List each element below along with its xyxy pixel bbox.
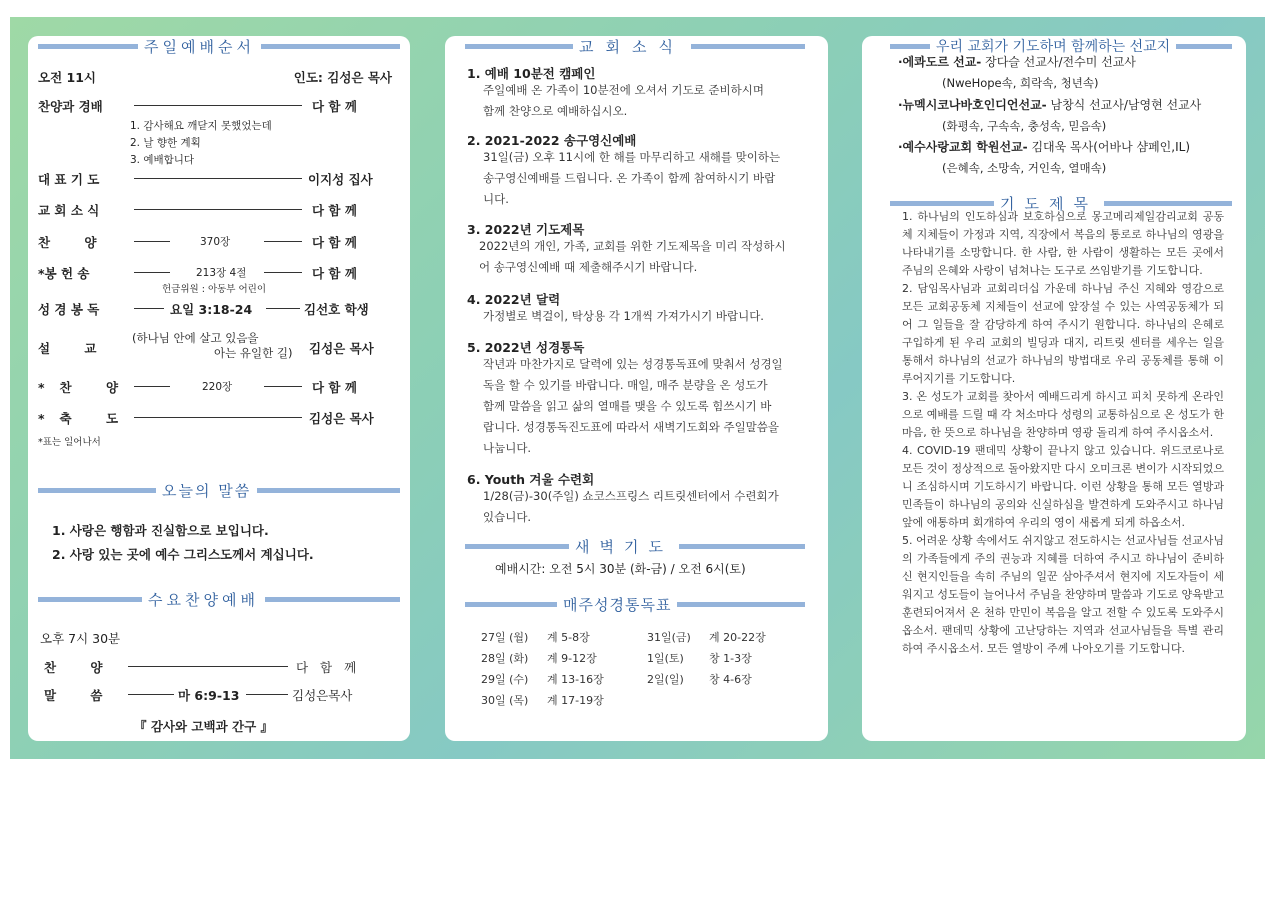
sermon-title-line1: (하나님 안에 살고 있음을: [132, 331, 259, 345]
order-item-who: 김성은 목사: [309, 341, 374, 356]
bible-reading-table: [481, 626, 766, 710]
prayer-topics-title: 기도제목: [1000, 195, 1098, 213]
mission-item: ·뉴멕시코나바호인디언선교- 남창식 선교사/남영현 선교사: [898, 98, 1202, 112]
order-item-name: *봉 헌 송: [38, 266, 90, 281]
prayer-item: 5. 어려운 상황 속에서도 쉬지않고 전도하시는 선교사님들 선교사님의 가족들에게 주의 권능과 지혜를 더하여 주시고 하나님이 준비하신 현지인들을 속히 주님의 일꾼 삼아주셔서 현지에 지도자들이 세워지고 성도들이 늘어나서 주님을 찬양하며 말씀과 기도로 양육받고 훈련되어져서 온 천하 만민이 복음을 알고 전할 수 있도록 도와주시옵소서. 팬데믹 상황에 고난당하는 지역과 선교사님들을 특별 관리하여 주시옵소서. 모든 열방이 주께 나아오기를 기도합니다.: [902, 534, 1225, 655]
offering-note: 헌금위원 : 아동부 어린이: [162, 284, 267, 295]
service-time: 오전 11시: [38, 70, 96, 85]
song-item: 2. 날 향한 계획: [130, 137, 201, 149]
service-leader: 인도: 김성은 목사: [293, 70, 392, 85]
order-item-name: *찬 양: [38, 380, 134, 395]
order-item-who: 다 함 께: [312, 266, 357, 281]
wed-item-who: 김성은목사: [292, 688, 353, 703]
bible-reading-title: 매주성경통독표: [563, 596, 672, 614]
news-heading: 4. 2022년 달력: [467, 292, 561, 307]
wednesday-service-title: 수요찬양예배: [148, 591, 259, 609]
wednesday-time: 오후 7시 30분: [40, 631, 121, 646]
order-item-who: 김성은 목사: [309, 411, 374, 426]
closing-phrase: 『 감사와 고백과 간구 』: [134, 719, 274, 734]
todays-word-header: [38, 480, 400, 501]
prayer-item: 2. 담임목사님과 교회리더십 가운데 하나님 주신 지혜와 영감으로 모든 교회공동체 지체들이 선교에 앞장설 수 있는 사역공동체가 되어 그 일들을 잘 감당하게 하여 주시기 원합니다. 하나님의 은혜로 구입하게 된 우리 교회의 빌딩과 대지, 리트릿 센터를 세우는 일을 통해서 하나님의 선교가 하나님의 방법대로 우리 공동체를 통해 이루어지기를 기도합니다.: [902, 282, 1224, 385]
order-item-name: 성 경 봉 독: [38, 302, 100, 317]
table-row: 30일 (목) 계 17-19장: [481, 693, 604, 707]
bible-reading-header: [465, 594, 805, 615]
prayer-list: [902, 208, 1224, 658]
order-item-who: 이지성 집사: [308, 172, 373, 187]
news-heading: 2. 2021-2022 송구영신예배: [467, 133, 637, 148]
news-body: 주일예배 온 가족이 10분전에 오셔서 기도로 준비하시며 함께 찬양으로 예배하십시오.: [483, 83, 764, 118]
order-item-detail: 220장: [202, 381, 233, 393]
missions-title: 우리 교회가 기도하며 함께하는 선교지: [936, 39, 1171, 55]
news-heading: 5. 2022년 성경통독: [467, 340, 585, 355]
order-item-name: *축 도: [38, 411, 134, 426]
mission-prayer-panel: [862, 36, 1246, 741]
news-heading: 1. 예배 10분전 캠페인: [467, 66, 596, 81]
order-item-who: 다 함 께: [312, 99, 357, 114]
order-item-who: 김선호 학생: [304, 302, 369, 317]
mission-item: ·에콰도르 선교- 장다슬 선교사/전수미 선교사: [898, 55, 1136, 69]
dawn-prayer-title: 새벽기도: [575, 538, 673, 556]
church-news-panel: [445, 36, 828, 741]
order-item-name: 찬 양: [38, 235, 112, 250]
wed-item-who: 다 함 께: [296, 660, 361, 675]
order-item-who: 다 함 께: [312, 203, 357, 218]
prayer-item: 3. 온 성도가 교회를 찾아서 예배드리게 하시고 피치 못하게 온라인으로 예배를 드릴 때 각 처소마다 성령의 교통하심으로 온 성도가 한마음, 한 뜻으로 하나님을 찬양하며 영광 돌리게 하여 주시옵소서.: [902, 390, 1224, 439]
wed-scripture: 마 6:9-13: [178, 688, 240, 703]
news-heading: 3. 2022년 기도제목: [467, 222, 585, 237]
worship-order-panel: [28, 36, 410, 741]
order-item-name: 교 회 소 식: [38, 203, 100, 218]
order-item-detail: 213장 4절: [196, 267, 247, 279]
wednesday-service-header: [38, 589, 400, 610]
prayer-item: 1. 하나님의 인도하심과 보호하심으로 몽고메리제일감리교회 공동체 지체들이 가정과 지역, 직장에서 복음의 통로로 하나님의 영광을 나타내기를 소망합니다. 한 사람, 한 사람이 생활하는 모든 곳에서 주님의 은혜와 사랑이 넘쳐나는 도구로 쓰임받기를 기도합니다.: [902, 210, 1224, 277]
table-row: 28일 (화) 계 9-12장 1일(토) 창 1-3장: [481, 651, 752, 665]
footnote: *표는 일어나서: [38, 437, 101, 448]
mission-item: ·예수사랑교회 학원선교- 김대욱 목사(어바나 샴페인,IL): [898, 140, 1190, 154]
church-news-title: 교회소식: [579, 38, 685, 56]
worship-order-header: [38, 36, 400, 57]
table-row: 27일 (월) 계 5-8장 31일(금) 계 20-22장: [481, 630, 766, 644]
news-body: 1/28(금)-30(주일) 쇼코스프링스 리트릿센터에서 수련회가 있습니다.: [483, 489, 779, 524]
order-item-detail: 370장: [200, 236, 231, 248]
church-news-header: [465, 36, 805, 57]
news-body: 가정별로 벽걸이, 탁상용 각 1개씩 가져가시기 바랍니다.: [483, 309, 764, 323]
dawn-prayer-time: 예배시간: 오전 5시 30분 (화-금) / 오전 6시(토): [495, 562, 746, 576]
todays-word-title: 오늘의 말씀: [162, 482, 252, 500]
order-item-name: 찬양과 경배: [38, 99, 103, 114]
song-item: 3. 예배합니다: [130, 154, 195, 166]
news-body: 31일(금) 오후 11시에 한 해를 마무리하고 새해를 맞이하는 송구영신예배를 드립니다. 온 가족이 함께 참여하시기 바랍 니다.: [483, 150, 781, 206]
word-item: 1. 사랑은 행함과 진실함으로 보입니다.: [52, 523, 269, 538]
wed-item-name: 말 씀: [44, 688, 118, 703]
mission-groups: (화평속, 구속속, 충성속, 믿음속): [942, 119, 1107, 133]
order-item-who: 다 함 께: [312, 380, 357, 395]
order-item-name: 설 교: [38, 341, 112, 356]
news-body: 작년과 마찬가지로 달력에 있는 성경통독표에 맞춰서 성경일 독을 할 수 있기를 바랍니다. 매일, 매주 분량을 온 성도가 함께 말씀을 읽고 삶의 열매를 맺을 수 있도록 힘쓰시기 바 랍니다. 성경통독진도표에 따라서 새벽기도회와 주일말씀을 나눕니다.: [483, 357, 783, 455]
news-heading: 6. Youth 겨울 수련회: [467, 472, 595, 487]
mission-groups: (은혜속, 소망속, 거인속, 열매속): [942, 161, 1107, 175]
order-item-name: 대 표 기 도: [38, 172, 100, 187]
prayer-item: 4. COVID-19 팬데믹 상황이 끝나지 않고 있습니다. 위드코로나로 모든 것이 정상적으로 돌아왔지만 다시 오미크론 변이가 시작되었으니 조심하시며 기도하시기 바랍니다. 이런 상황을 통해 모든 열방과 민족들이 하나님의 공의와 신실하심을 발견하게 도와주시고 하나님 앞에 애통하며 회개하여 우리의 영이 새롭게 되게 하옵소서.: [902, 444, 1225, 529]
dawn-prayer-header: [465, 536, 805, 557]
scripture-reference: 요일 3:18-24: [170, 302, 253, 317]
order-item-who: 다 함 께: [312, 235, 357, 250]
news-body: 2022년의 개인, 가족, 교회를 위한 기도제목을 미리 작성하시 어 송구영신예배 때 제출해주시기 바랍니다.: [479, 239, 786, 274]
worship-order-title: 주일예배순서: [144, 38, 255, 56]
mission-groups: (NweHope속, 희락속, 청년속): [942, 76, 1099, 90]
wed-item-name: 찬 양: [44, 660, 118, 675]
sermon-title-line2: 아는 유일한 길): [214, 346, 293, 360]
table-row: 29일 (수) 계 13-16장 2일(일) 창 4-6장: [481, 672, 752, 686]
song-item: 1. 감사해요 깨닫지 못했었는데: [130, 120, 272, 132]
word-item: 2. 사랑 있는 곳에 예수 그리스도께서 계십니다.: [52, 547, 314, 562]
